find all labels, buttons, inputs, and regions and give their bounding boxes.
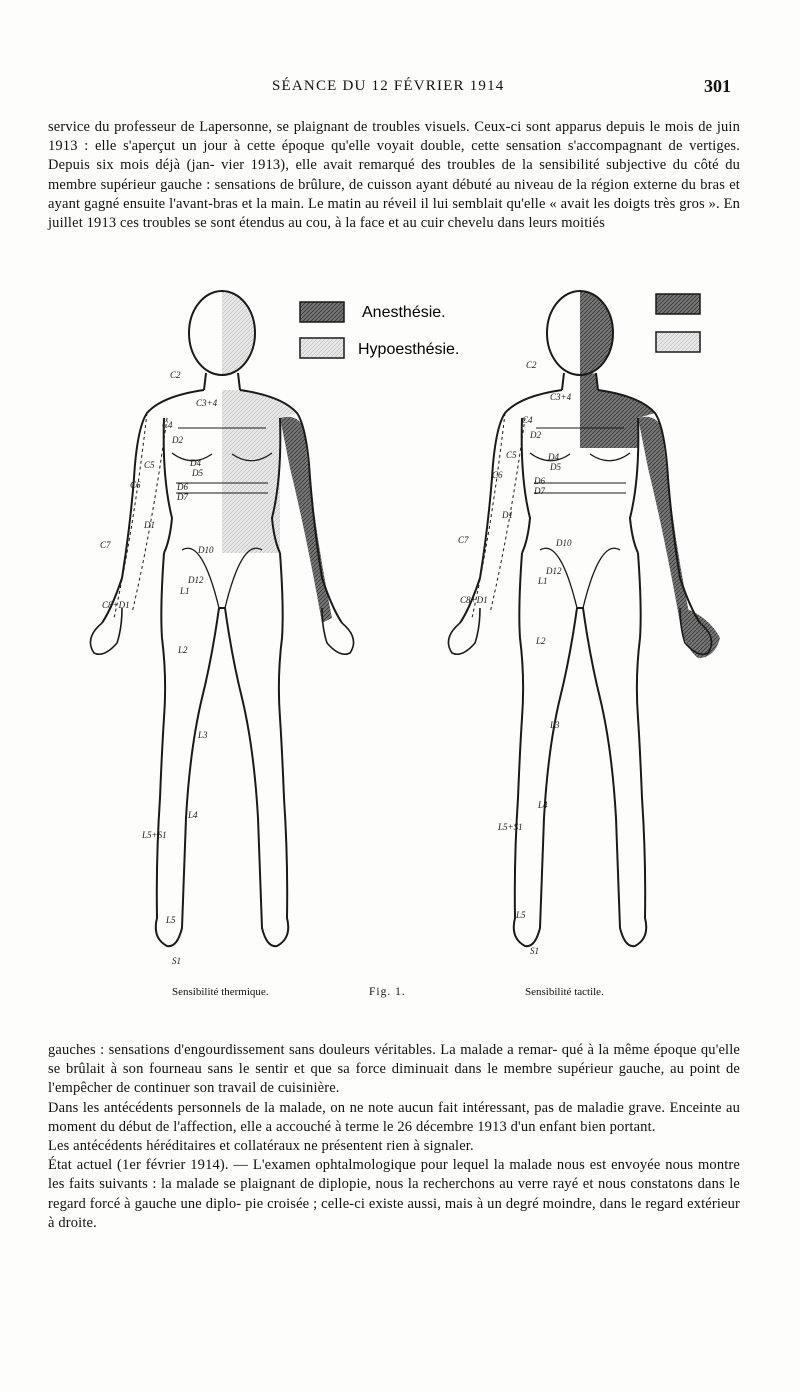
page-header (0, 78, 800, 100)
label-l5s1-right: L5+S1 (498, 822, 523, 832)
text-line: diminuait dans le membre supérieur gauche, au point de l'empêcher de continuer son (48, 1061, 741, 1097)
label-c6: C6 (130, 480, 141, 490)
label-c4: C4 (162, 420, 173, 430)
text-line: Dans les antécédents personnels de la malade, on ne note aucun fait intéressant, pas (48, 1099, 555, 1116)
figure-number: Fig. 1. (369, 986, 406, 998)
label-c7-right: C7 (458, 535, 469, 545)
label-l5s1: L5+S1 (142, 830, 167, 840)
dermatome-figure (50, 278, 750, 998)
label-l2: L2 (178, 645, 188, 655)
label-c2: C2 (170, 370, 181, 380)
text-line: de la région externe du bras et ayant gagné ensuite l'avant-bras et la main. Le matin (48, 176, 740, 212)
label-l3: L3 (198, 730, 208, 740)
label-c34-right: C3+4 (550, 392, 572, 402)
label-c6-right: C6 (492, 470, 503, 480)
text-line: gauches : sensations d'engourdissement sans douleurs véritables. La malade a remar- (48, 1042, 558, 1058)
text-line: voyait double, cette sensation s'accompagnant de vertiges. Depuis six mois déjà (jan- (48, 138, 740, 174)
anesthesia-swatch-right (656, 294, 700, 314)
right-body-figure (448, 291, 720, 946)
label-d5-right: D5 (550, 462, 561, 472)
text-line: vier 1913), elle avait remarqué des troubles de la sensibilité subjective du côté du (221, 157, 740, 174)
paragraph (48, 1041, 740, 1099)
label-d6: D6 (177, 482, 188, 492)
label-d4: D4 (190, 458, 201, 468)
label-d1-right: D1 (502, 510, 513, 520)
text-line: droite. (58, 1214, 97, 1231)
label-d7-right: D7 (534, 486, 545, 496)
text-line: travail de cuisinière. (218, 1080, 340, 1097)
text-line: service du professeur de Lapersonne, se plaignant de troubles visuels. Ceux-ci sont (48, 119, 551, 135)
label-d6-right: D6 (534, 476, 545, 486)
paragraph (48, 1156, 740, 1233)
label-c4-right: C4 (522, 415, 533, 425)
label-c34: C3+4 (196, 398, 218, 408)
text-line: membre supérieur gauche : sensations de brûlure, de cuisson ayant débuté au niveau (48, 176, 554, 193)
text-line: État actuel (1er février 1914). — L'examen ophtalmologique pour lequel la malade nous (48, 1157, 585, 1174)
hypoesthesia-swatch-right (656, 332, 700, 352)
label-l5: L5 (166, 915, 176, 925)
label-c2-right: C2 (526, 360, 537, 370)
text-line: pie croisée ; celle-ci existe aussi, mais à un degré moindre, dans le regard extérieur à (48, 1195, 740, 1231)
label-c8d1-right: C8+D1 (460, 595, 488, 605)
anesthesia-swatch (300, 302, 344, 322)
text-line: Les antécédents héréditaires et collatéraux ne présentent rien à signaler. (48, 1138, 474, 1155)
label-c5-right: C5 (506, 450, 517, 460)
paragraph (48, 1099, 740, 1137)
label-l1: L1 (180, 586, 190, 596)
label-l3-right: L3 (550, 720, 560, 730)
running-title: SÉANCE DU 12 FÉVRIER 1914 (272, 78, 505, 94)
top-paragraph (48, 118, 740, 233)
label-d7: D7 (177, 492, 188, 502)
label-d10: D10 (198, 545, 214, 555)
page-number: 301 (704, 76, 731, 96)
text-line: est envoyée nous montre les faits suivants : la malade se plaignant de diplopie, nous la (48, 1157, 740, 1193)
hypoesthesia-swatch (300, 338, 344, 358)
label-d5: D5 (192, 468, 203, 478)
label-c8d1: C8+D1 (102, 600, 130, 610)
label-d12: D12 (188, 575, 204, 585)
label-l5-right: L5 (516, 910, 526, 920)
label-s1: S1 (172, 956, 181, 966)
label-c5: C5 (144, 460, 155, 470)
text-line: de maladie grave. Enceinte au moment du début de l'affection, elle a accouché à terme (48, 1099, 740, 1135)
label-d10-right: D10 (556, 538, 572, 548)
label-d4-right: D4 (548, 452, 559, 462)
text-line: qué à la même époque qu'elle se brûlait à son fourneau sans le sentir et que sa force (48, 1042, 740, 1078)
legend-anesthesia-label: Anesthésie. (362, 304, 446, 321)
label-s1-right: S1 (530, 946, 539, 956)
bottom-paragraphs (48, 1041, 740, 1233)
label-l4: L4 (188, 810, 198, 820)
label-l4-right: L4 (538, 800, 548, 810)
label-d2: D2 (172, 435, 183, 445)
caption-tactile: Sensibilité tactile. (525, 986, 604, 998)
label-l1-right: L1 (538, 576, 548, 586)
text-line: recherchons au verre rayé et nous constatons dans le regard forcé à gauche une diplo- (48, 1176, 740, 1212)
legend-hypoesthesia-label: Hypoesthésie. (358, 341, 460, 358)
label-d12-right: D12 (546, 566, 562, 576)
text-line: le 26 décembre 1913 d'un enfant bien portant. (382, 1118, 656, 1135)
text-line: au réveil il lui semblait qu'elle « avait les doigts très gros ». En juillet 1913 ces (48, 195, 741, 232)
text-line: troubles se sont étendus au cou, à la face et au cuir chevelu dans leurs moitiés (142, 215, 605, 232)
label-d1: D1 (144, 520, 155, 530)
label-d2-right: D2 (530, 430, 541, 440)
label-c7: C7 (100, 540, 111, 550)
paragraph (48, 1137, 740, 1156)
dermatome-illustration (50, 278, 750, 998)
caption-thermal: Sensibilité thermique. (172, 986, 269, 998)
text-line: apparus depuis le mois de juin 1913 : elle s'aperçut un jour à cette époque qu'elle (48, 119, 741, 155)
label-l2-right: L2 (536, 636, 546, 646)
left-body-figure (90, 291, 353, 946)
